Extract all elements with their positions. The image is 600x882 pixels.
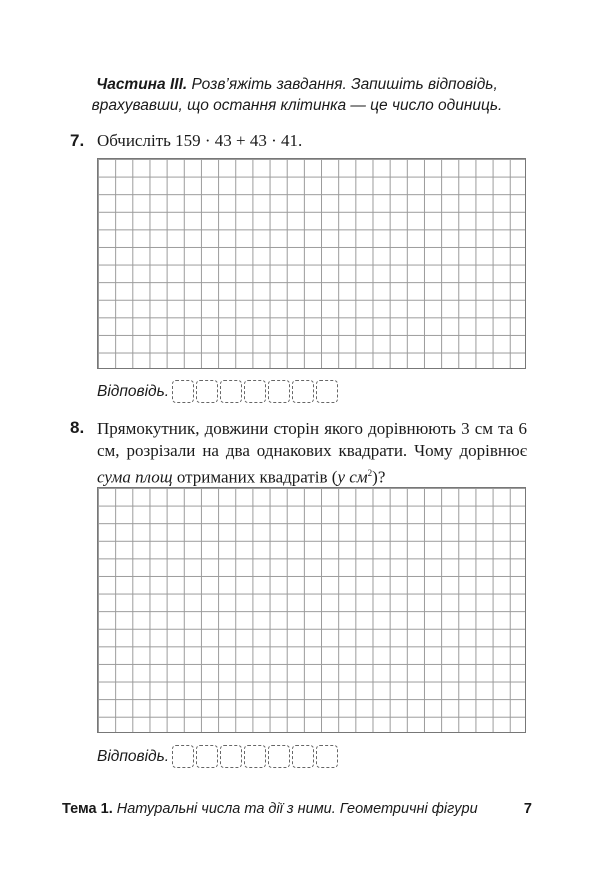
footer-topic [62,801,478,817]
answer-label: Відповідь. [97,747,170,765]
answer-cell[interactable] [196,380,218,403]
answer-cell[interactable] [292,745,314,768]
task-8-work-grid[interactable] [97,487,526,733]
instruction-text: Розв’яжіть завдання. Запишіть відповідь, врахувавши, що остання клітинка — це число одиниць. [91,76,503,114]
answer-cell[interactable] [220,380,242,403]
answer-cells [172,745,338,768]
answer-cell[interactable] [172,380,194,403]
task-8-answer [97,745,338,768]
task-7-work-grid[interactable] [97,158,526,369]
page-number: 7 [523,801,532,817]
answer-cell[interactable] [172,745,194,768]
task-8-number: 8. [70,418,85,437]
task-8-text-part3: )? [372,467,386,487]
answer-cell[interactable] [268,380,290,403]
answer-cells [172,380,338,403]
task-8-emphasis: сума площ [97,467,173,487]
answer-cell[interactable] [244,380,266,403]
task-8-unit: у см [337,467,368,487]
answer-cell[interactable] [292,380,314,403]
answer-cell[interactable] [268,745,290,768]
answer-cell[interactable] [196,745,218,768]
footer-topic-text: Натуральні числа та дії з ними. Геометричні фігури [116,801,478,817]
part-label: Частина III. [96,76,188,93]
page-footer [62,801,532,817]
task-8-text-part2: отриманих квадратів ( [172,467,338,487]
answer-cell[interactable] [220,745,242,768]
task-7-number: 7. [70,131,85,150]
task-8-text [97,418,527,489]
task-7-text: Обчисліть 159 · 43 + 43 · 41. [97,131,303,150]
task-7-answer [97,380,338,403]
task-8-text-part1: Прямокутник, довжини сторін якого дорівнюють 3 см та 6 см, розрізали на два однакових квадрати. Чому дорівнює [97,419,527,460]
task-8-unit-sup: 2 [367,468,373,478]
part-instruction [62,74,532,116]
answer-cell[interactable] [244,745,266,768]
answer-cell[interactable] [316,745,338,768]
footer-topic-label: Тема 1. [62,801,113,817]
answer-cell[interactable] [316,380,338,403]
answer-label: Відповідь. [97,382,170,400]
